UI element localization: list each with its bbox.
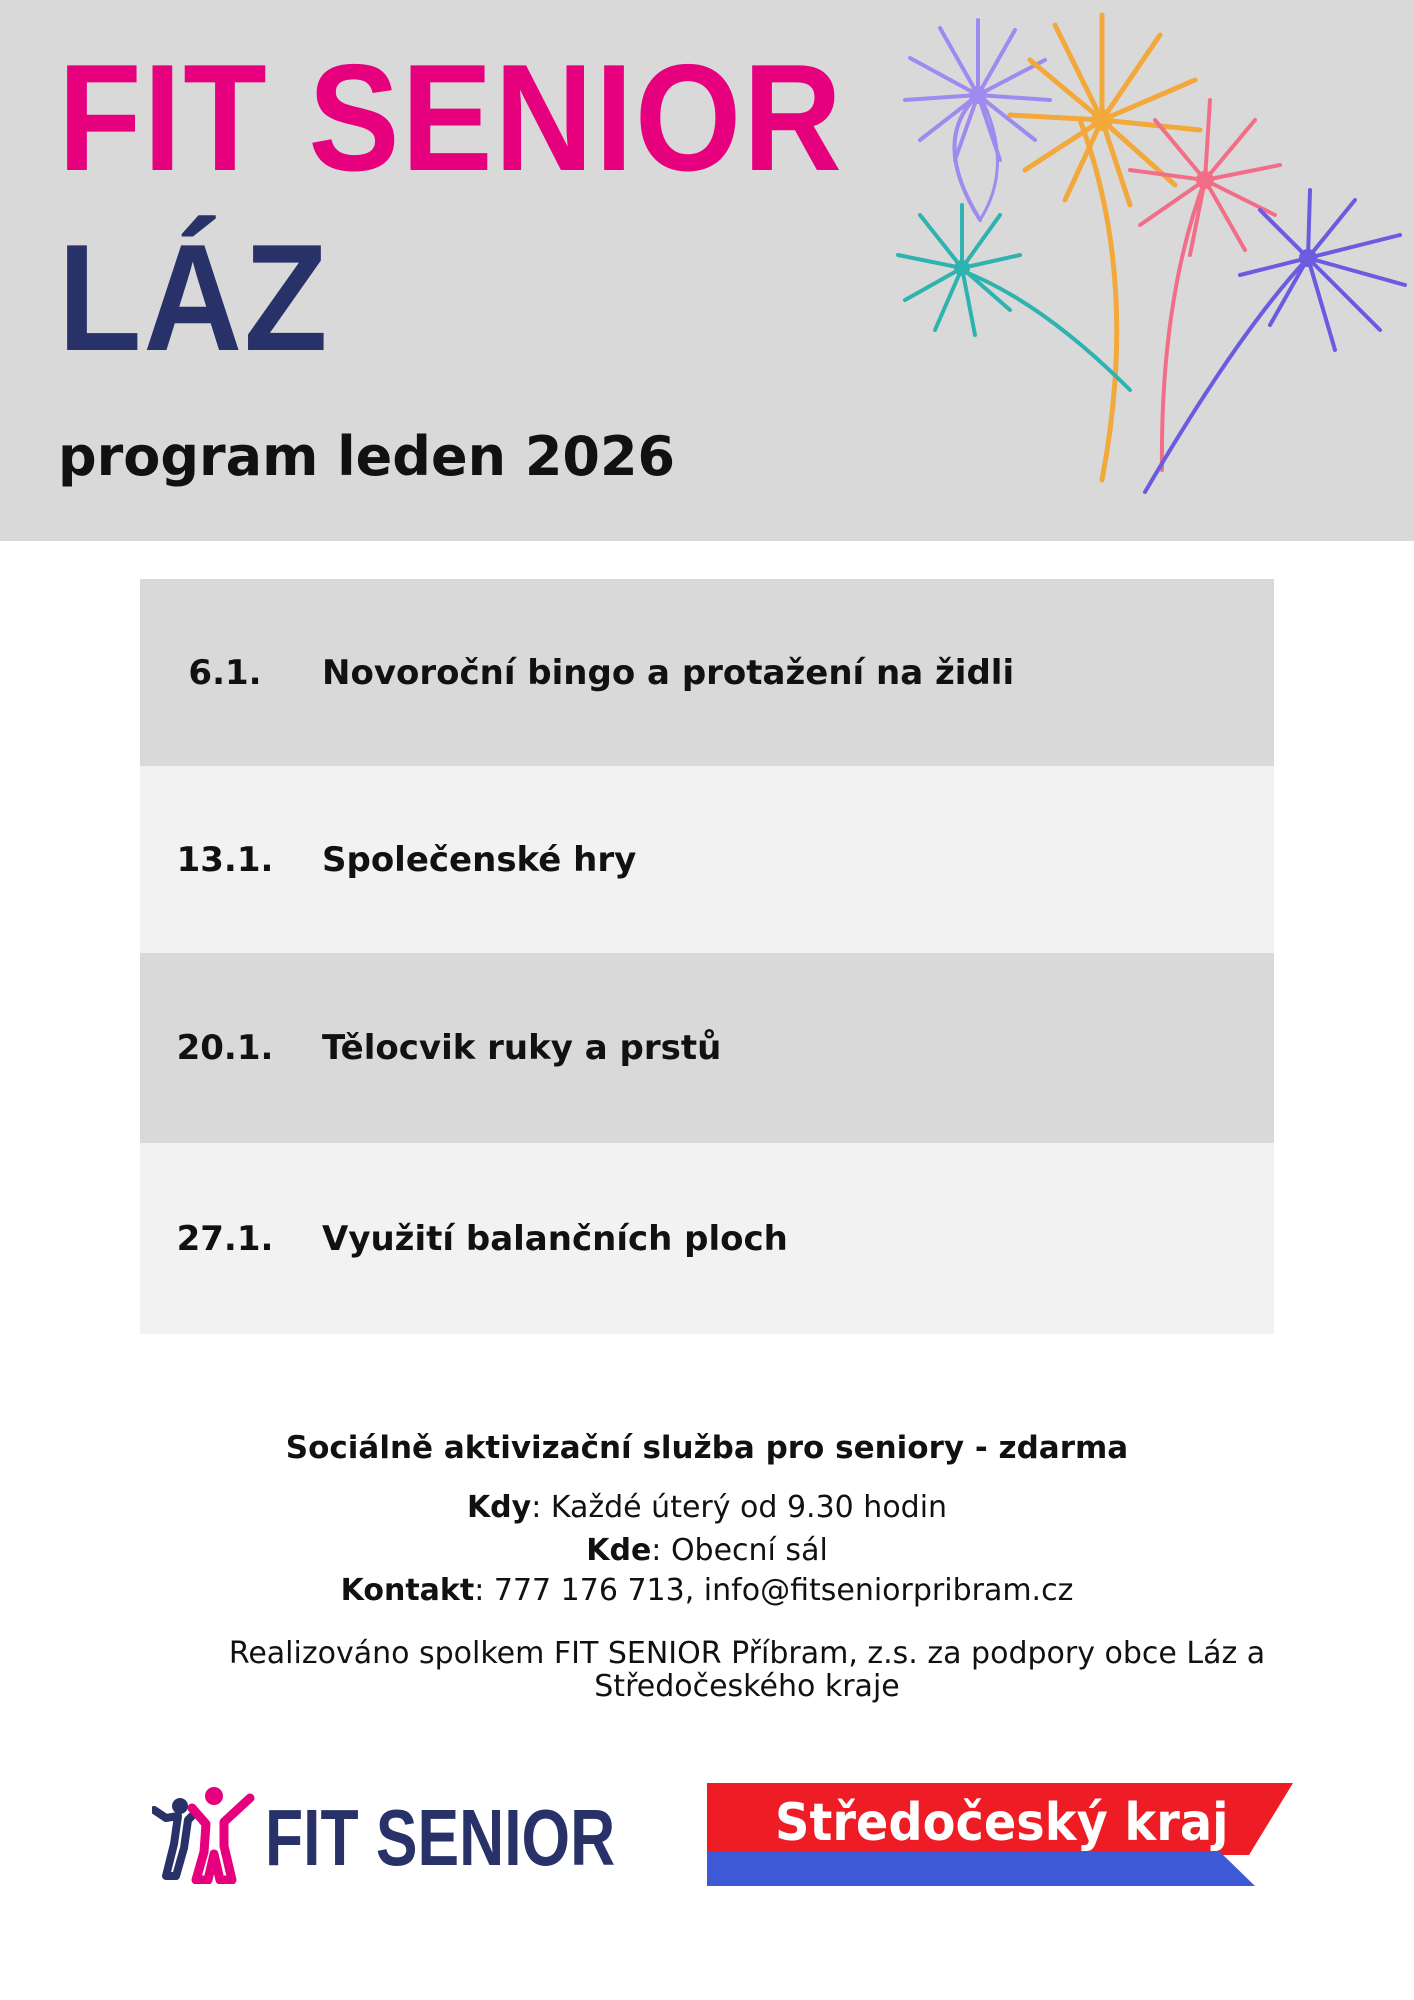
contact-value: : 777 176 713, info@fitseniorpribram.cz bbox=[474, 1573, 1074, 1608]
where-label: Kde bbox=[586, 1533, 652, 1568]
program-date: 13.1. bbox=[176, 839, 274, 880]
program-activity: Tělocvik ruky a prstů bbox=[322, 1028, 722, 1068]
program-activity: Společenské hry bbox=[322, 839, 637, 880]
header-section bbox=[0, 0, 1414, 541]
title-fit-senior: FIT SENIOR bbox=[58, 33, 844, 203]
program-row bbox=[140, 953, 1274, 1143]
firework-pink bbox=[1130, 100, 1280, 470]
credit-text: Realizováno spolkem FIT SENIOR Příbram, z.s. za podpory obce Láz a Středočeského kraje bbox=[228, 1636, 1266, 1704]
contact-label: Kontakt bbox=[340, 1573, 475, 1608]
firework-purple bbox=[905, 20, 1050, 220]
firework-indigo bbox=[1145, 190, 1405, 492]
when-value: : Každé úterý od 9.30 hodin bbox=[531, 1490, 948, 1525]
when-label: Kdy bbox=[466, 1490, 532, 1525]
firework-teal bbox=[898, 205, 1130, 390]
program-date: 27.1. bbox=[176, 1218, 274, 1259]
program-row bbox=[140, 579, 1274, 766]
kraj-logo: Středočeský kraj bbox=[775, 1793, 1229, 1853]
program-row bbox=[140, 1143, 1274, 1334]
program-row bbox=[140, 766, 1274, 953]
where-value: : Obecní sál bbox=[651, 1533, 828, 1568]
title-laz: LÁZ bbox=[58, 213, 330, 383]
program-activity: Novoroční bingo a protažení na židli bbox=[322, 652, 1015, 693]
program-date: 6.1. bbox=[188, 652, 262, 693]
subtitle-program: program leden 2026 bbox=[58, 425, 676, 488]
contact-line bbox=[0, 1573, 1414, 1609]
fit-senior-figure-icon bbox=[152, 1784, 257, 1884]
fit-senior-logo: FIT SENIOR bbox=[265, 1793, 616, 1882]
fireworks-icon bbox=[840, 0, 1414, 500]
when-line bbox=[0, 1490, 1414, 1526]
program-table bbox=[140, 579, 1274, 1334]
service-title: Sociálně aktivizační služba pro seniory - zdarma bbox=[285, 1430, 1129, 1466]
firework-orange bbox=[1010, 15, 1200, 480]
program-date: 20.1. bbox=[176, 1028, 274, 1068]
program-activity: Využití balančních ploch bbox=[322, 1218, 788, 1259]
where-line bbox=[0, 1533, 1414, 1569]
